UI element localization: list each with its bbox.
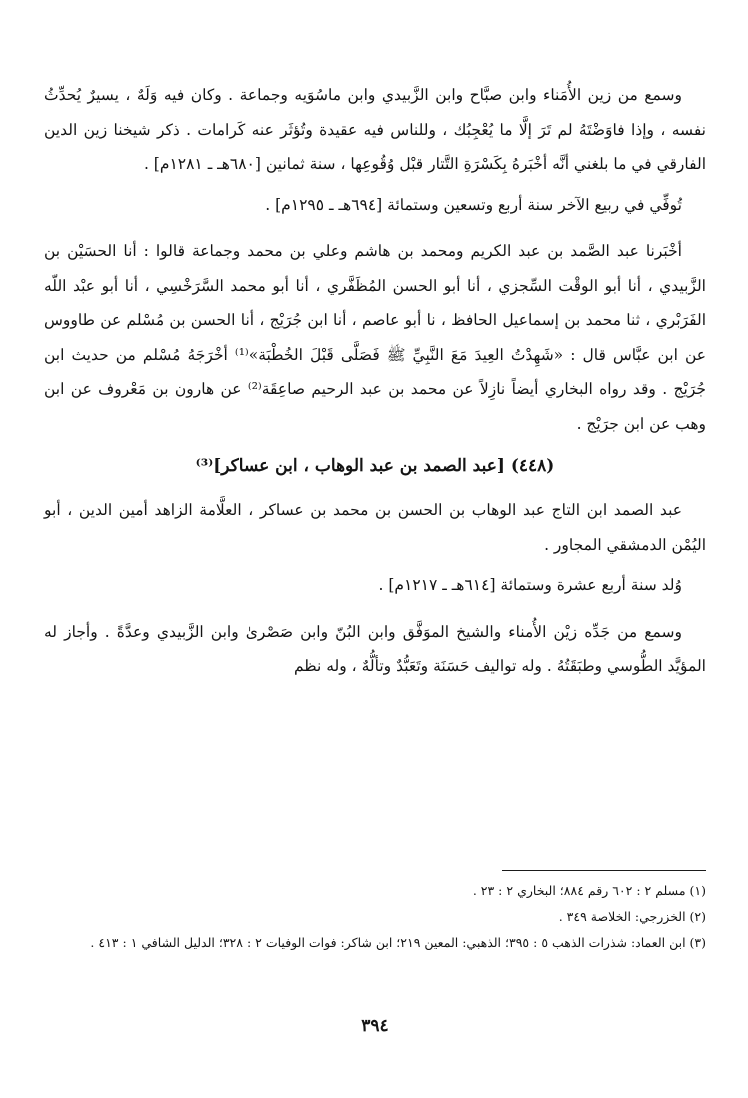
birth-date-line: وُلد سنة أربع عشرة وستمائة [٦١٤هـ ـ ١٢١٧م] . — [378, 576, 682, 594]
entry-name-paragraph: عبد الصمد ابن التاج عبد الوهاب بن الحسن بن محمد بن عساكر ، العلَّامة الزاهد أمين الدين ، أبو اليُمْن الدمشقي المجاور . — [44, 501, 706, 554]
entry-heading: (٤٤٨) [عبد الصمد بن عبد الوهاب ، ابن عساكر]⁽³⁾ — [195, 456, 555, 476]
hadith-chain-paragraph: أخْبَرنا عبد الصَّمد بن عبد الكريم ومحمد بن هاشم وعلي بن محمد وجماعة قالوا : أنا الحسَيْن بن الزَّبيدي ، أنا أبو الوقْت السِّجزي ، أنا أبو الحسن المُظَفَّري ، أنا أبو محمد السَّرَخْسِي ، أنا أبو عبْد اللّه الفَرَبْري ، ثنا محمد بن إسماعيل الحافظ ، نا أبو عاصم ، أنا ابن جُرَيْج ، أنا الحسن بن مُسْلم عن طاووس عن ابن عبَّاس قال : «شَهِدْتُ العِيدَ مَعَ النَّبِيِّ ﷺ فَصَلَّى قَبْلَ الخُطْبَة»⁽¹⁾ أخْرَجَهُ مُسْلم من حديث ابن جُرَيْج . وقد رواه البخاري أيضاً نازِلاً عن محمد بن عبد الرحيم صاعِقَة⁽²⁾ عن هارون بن مَعْروف عن ابن وهب عن ابن جرَيْج . — [44, 242, 707, 433]
teachers-paragraph: وسمع من جَدِّه زيْن الأُمناء والشيخ الموَفَّق وابن البُنّ وابن صَصْرىٰ وابن الزَّبيدي وعدَّةً . وأجاز له المؤيَّد الطُّوسي وطبَقَتُهُ . وله تواليف حَسَنَة وتَعَبُّدٌ وتألُّهٌ ، وله نظم — [44, 622, 706, 675]
footnotes — [44, 878, 706, 956]
death-date-line: تُوفِّي في ربيع الآخر سنة أربع وتسعين وستمائة [٦٩٤هـ ـ ١٢٩٥م] . — [265, 195, 682, 214]
book-page — [44, 78, 706, 1068]
page-number: ٣٩٤ — [361, 1016, 389, 1036]
footnote-3: (٣) ابن العماد: شذرات الذهب ٥ : ٣٩٥؛ الذهبي: المعين ٢١٩؛ ابن شاكر: فوات الوفيات ٢ : ٣٢٨؛ الدليل الشافي ١ : ٤١٣ . — [90, 935, 706, 950]
biography-paragraph-1: وسمع من زين الأُمَناء وابن صبَّاح وابن الزَّبيدي وابن ماسُوَيه وجماعة . وكان فيه وَلَهٌ ، يسيرٌ يُحدِّثُ نفسه ، وإذا فاوَضْتَهُ لم تَرَ إلَّا ما يُعْجِبُك ، وللناس فيه عقيدة وتُؤثَر عنه كَرامات . ذكر شيخنا زين الدين الفارقي في ما بلغني أنَّه أخْبَرهُ بِكَسْرَةِ التَّتار قبْل وُقُوعِها ، سنة ثمانين [٦٨٠هـ ـ ١٢٨١م] . — [44, 86, 706, 173]
footnote-divider — [502, 870, 706, 871]
footnote-1: (١) مسلم ٢ : ٦٠٢ رقم ٨٨٤؛ البخاري ٢ : ٢٣ . — [472, 883, 706, 898]
footnote-2: (٢) الخزرجي: الخلاصة ٣٤٩ . — [558, 909, 706, 924]
